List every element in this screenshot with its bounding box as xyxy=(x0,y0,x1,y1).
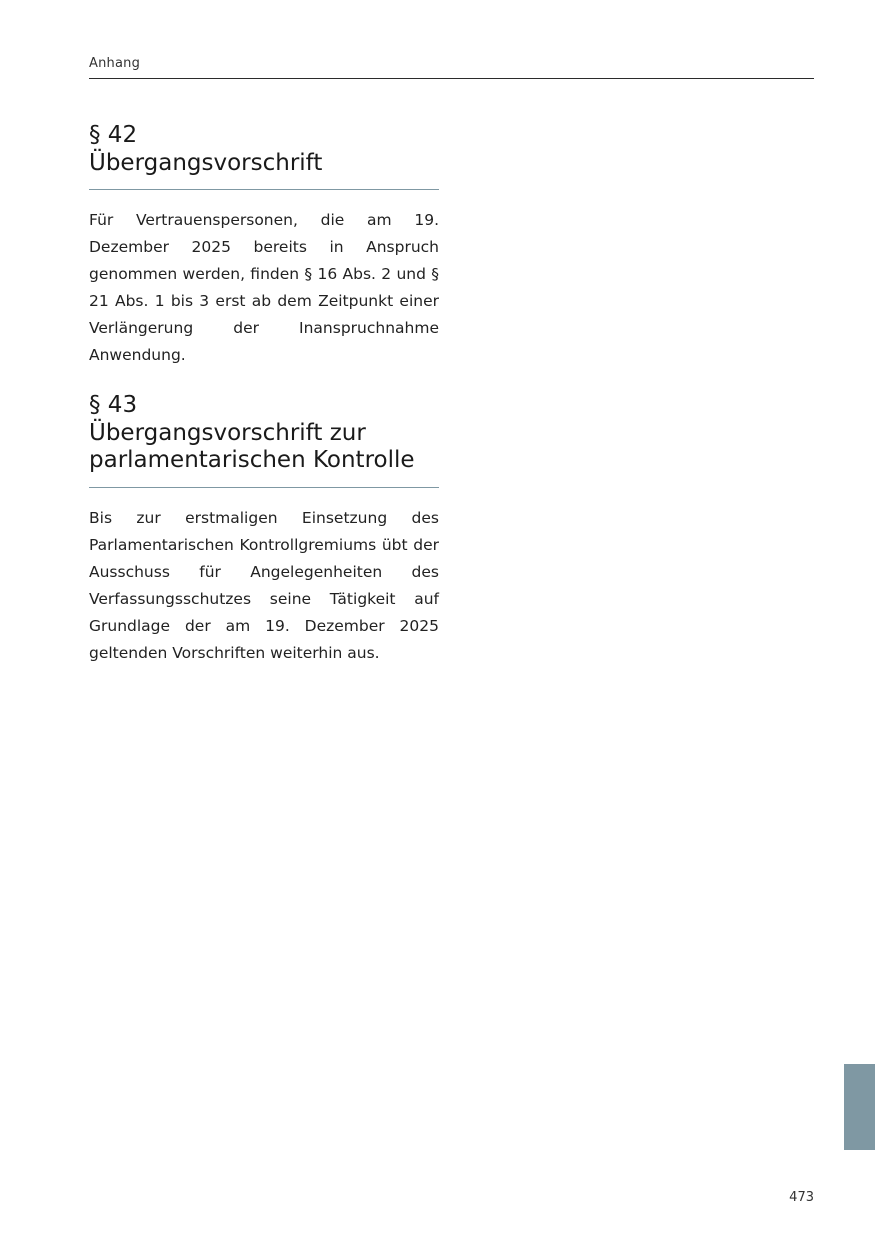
section-43 xyxy=(89,392,439,667)
section-number: § 43 xyxy=(89,392,138,418)
running-header: Anhang xyxy=(89,56,141,71)
section-body: Bis zur erstmaligen Einsetzung des Parlamentarischen Kontrollgremiums übt der Ausschuss für Angelegenheiten des Verfassungsschutzes seine Tätigkeit auf Grundlage der am 19. Dezember 2025 geltenden Vorschriften weiterhin aus. xyxy=(89,508,439,662)
page-number: 473 xyxy=(789,1190,814,1205)
section-title: Übergangsvorschrift zur parlamentarischen Kontrolle xyxy=(89,419,415,473)
section-divider xyxy=(89,487,439,488)
section-42 xyxy=(89,122,439,369)
section-number: § 42 xyxy=(89,122,138,148)
section-title: Übergangsvorschrift xyxy=(89,149,323,176)
section-body: Für Vertrauenspersonen, die am 19. Dezember 2025 bereits in Anspruch genommen werden, finden § 16 Abs. 2 und § 21 Abs. 1 bis 3 erst ab dem Zeitpunkt einer Verlängerung der Inanspruchnahme Anwendung. xyxy=(89,211,439,364)
section-divider xyxy=(89,189,439,190)
header-divider xyxy=(89,78,814,79)
chapter-thumb-tab xyxy=(844,1064,875,1150)
